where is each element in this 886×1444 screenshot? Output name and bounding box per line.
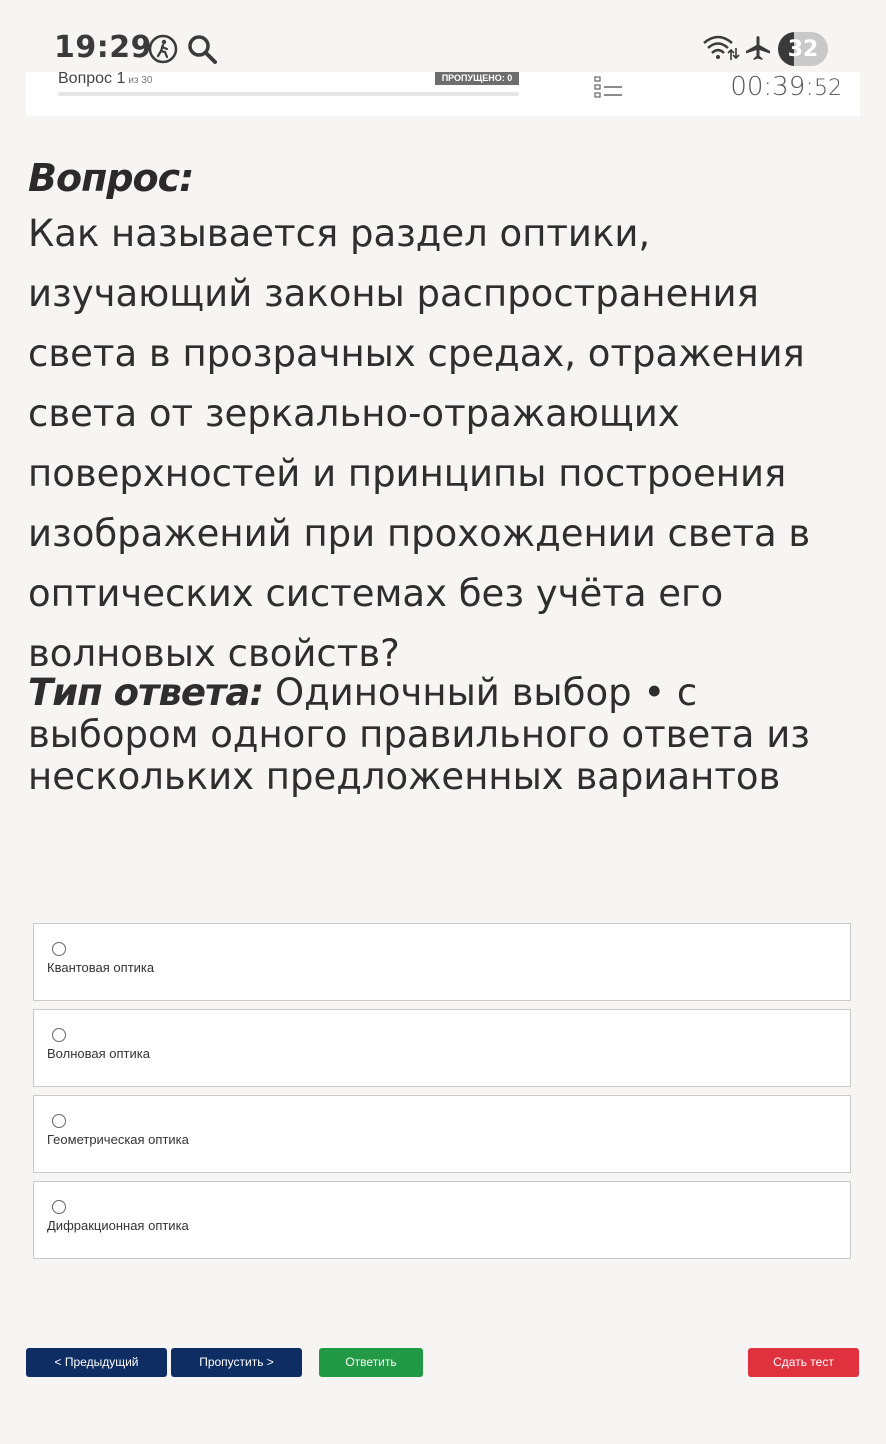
search-icon xyxy=(186,33,218,65)
answer-option-label: Дифракционная оптика xyxy=(47,1218,189,1233)
status-time: 19:29 xyxy=(54,30,152,65)
battery-icon xyxy=(778,32,828,66)
answer-option[interactable] xyxy=(33,1095,851,1173)
timer xyxy=(730,72,842,102)
skip-button[interactable]: Пропустить > xyxy=(171,1348,302,1377)
radio-button[interactable] xyxy=(52,1028,66,1042)
wifi-icon xyxy=(702,34,740,62)
answer-button[interactable]: Ответить xyxy=(319,1348,423,1377)
answer-option[interactable] xyxy=(33,1181,851,1259)
accessibility-icon xyxy=(148,34,178,64)
answer-option-label: Волновая оптика xyxy=(47,1046,150,1061)
question-counter xyxy=(58,70,152,88)
radio-button[interactable] xyxy=(52,942,66,956)
question-label: Вопрос: xyxy=(28,156,194,200)
answer-option-label: Квантовая оптика xyxy=(47,960,155,975)
skipped-badge: ПРОПУЩЕНО: 0 xyxy=(435,72,519,85)
answer-option[interactable] xyxy=(33,1009,851,1087)
airplane-icon xyxy=(744,34,772,62)
question-list-icon[interactable] xyxy=(594,76,624,98)
previous-button[interactable]: < Предыдущий xyxy=(26,1348,167,1377)
radio-button[interactable] xyxy=(52,1114,66,1128)
answer-type-text: Одиночный выбор • с выбором одного правильного ответа из нескольких предложенных вариантов xyxy=(28,671,810,798)
answer-type-label: Тип ответа: xyxy=(28,671,264,714)
timer-main: 00:39: xyxy=(730,72,814,102)
question-text: Как называется раздел оптики, изучающий законы распространения света в прозрачных средах, отражения света от зеркально-отражающих поверхностей и принципы построения изображений при прохождении света в оптических системах без учёта его волновых свойств? xyxy=(28,212,811,675)
radio-button[interactable] xyxy=(52,1200,66,1214)
submit-test-button[interactable]: Сдать тест xyxy=(748,1348,859,1377)
progress-bar xyxy=(58,92,519,96)
answer-option[interactable] xyxy=(33,923,851,1001)
question-counter-total: из 30 xyxy=(128,75,153,86)
battery-level: 32 xyxy=(787,37,819,62)
answer-type xyxy=(28,672,868,798)
timer-seconds: 52 xyxy=(814,76,842,101)
test-header xyxy=(26,72,860,116)
answer-option-label: Геометрическая оптика xyxy=(47,1132,189,1147)
question-counter-current: Вопрос 1 xyxy=(58,70,126,87)
status-bar xyxy=(0,0,886,78)
